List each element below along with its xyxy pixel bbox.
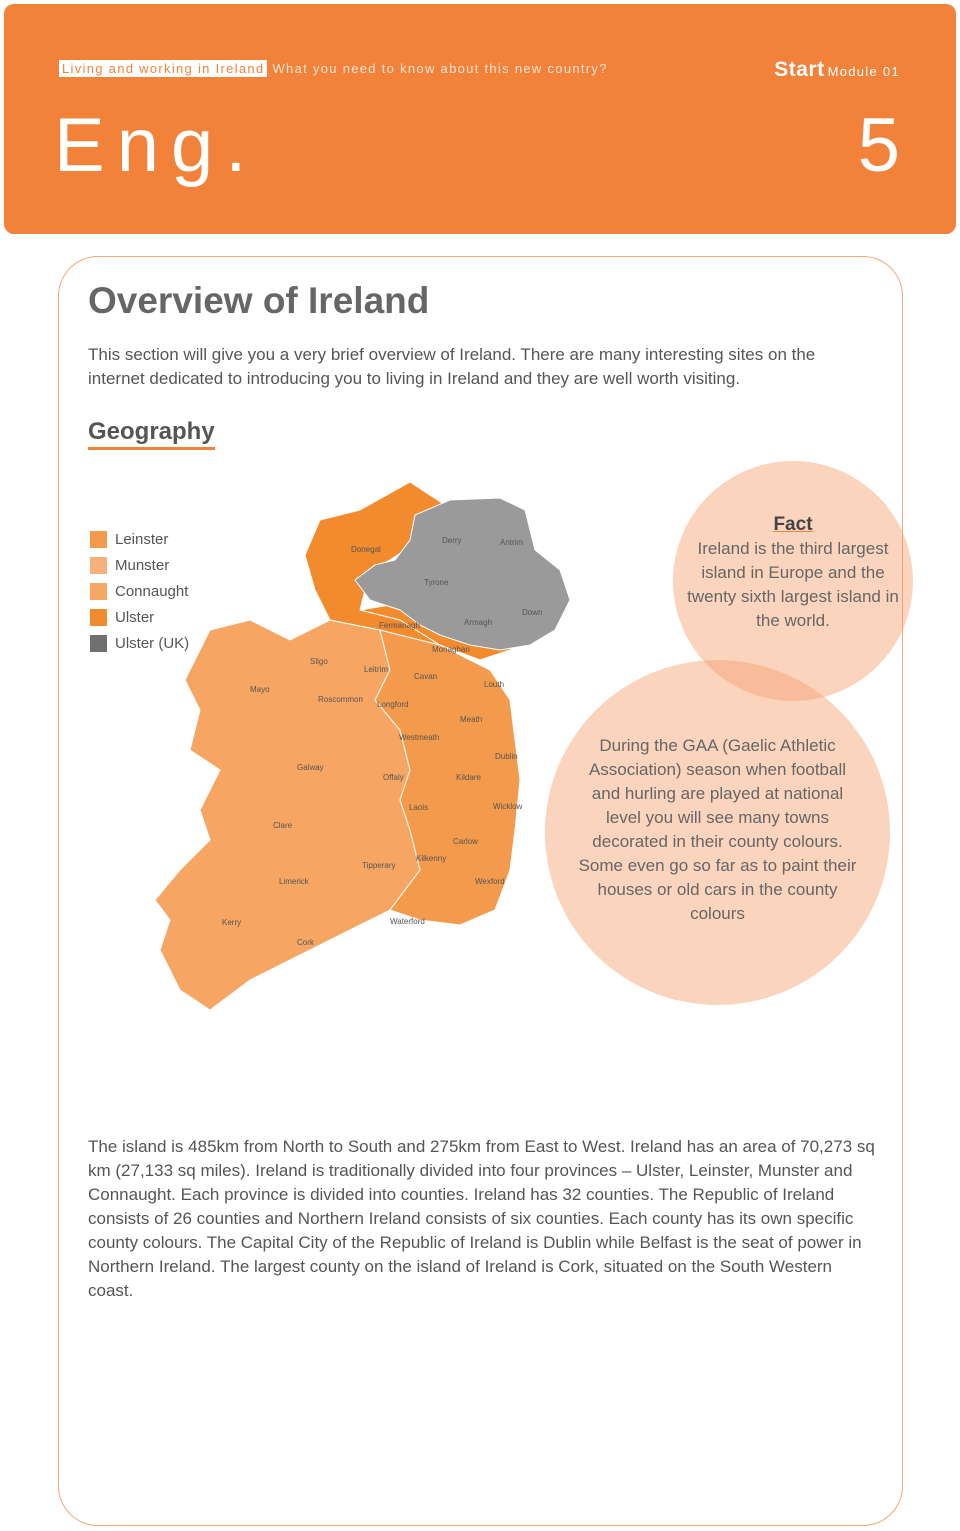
county-label-antrim: Antrim bbox=[500, 538, 524, 547]
county-label-waterford: Waterford bbox=[390, 917, 425, 926]
county-label-cavan: Cavan bbox=[414, 672, 438, 681]
county-label-clare: Clare bbox=[273, 821, 293, 830]
module-number: Module 01 bbox=[827, 64, 900, 79]
county-label-mayo: Mayo bbox=[250, 685, 270, 694]
county-label-roscommon: Roscommon bbox=[318, 695, 363, 704]
fact-text: Ireland is the third largest island in Europe and the twenty sixth largest island in the world. bbox=[687, 539, 899, 630]
county-label-wicklow: Wicklow bbox=[493, 802, 523, 811]
county-label-armagh: Armagh bbox=[464, 618, 493, 627]
header-subtitle: What you need to know about this new country? bbox=[272, 61, 608, 76]
page-number: 5 bbox=[857, 103, 900, 188]
county-label-longford: Longford bbox=[377, 700, 409, 709]
county-label-donegal: Donegal bbox=[351, 545, 381, 554]
county-label-carlow: Carlow bbox=[453, 837, 478, 846]
county-label-meath: Meath bbox=[460, 715, 483, 724]
legend-swatch bbox=[90, 531, 107, 548]
header-tag: Living and working in Ireland bbox=[59, 60, 267, 77]
legend-swatch bbox=[90, 583, 107, 600]
legend-label: Leinster bbox=[115, 530, 169, 548]
county-label-tipperary: Tipperary bbox=[362, 861, 396, 870]
ireland-map bbox=[140, 470, 580, 1030]
intro-paragraph: This section will give you a very brief overview of Ireland. There are many interesting sites on the internet dedicated to introducing you to living in Ireland and they are well worth visiting. bbox=[88, 345, 816, 388]
county-label-westmeath: Westmeath bbox=[399, 733, 440, 742]
legend-label: Ulster (UK) bbox=[115, 634, 190, 652]
header-topline bbox=[59, 60, 608, 77]
legend-label: Munster bbox=[115, 556, 170, 574]
legend-swatch bbox=[90, 557, 107, 574]
county-label-fermanagh: Fermanagh bbox=[379, 621, 420, 630]
language-label: Eng. bbox=[54, 103, 259, 188]
fact-callout bbox=[678, 513, 908, 633]
module-label bbox=[774, 58, 900, 82]
start-label: Start bbox=[774, 58, 825, 81]
county-label-down: Down bbox=[522, 608, 543, 617]
county-label-kilkenny: Kilkenny bbox=[416, 854, 447, 863]
page-header bbox=[4, 4, 956, 234]
county-label-tyrone: Tyrone bbox=[424, 578, 449, 587]
body-paragraph: The island is 485km from North to South and 275km from East to West. Ireland has an area of 70,273 sq km (27,133 sq miles). Ireland is traditionally divided into four provinces – Ulster, Leinster, Munster and Connaught. Each province is divided into counties. Ireland has 32 counties. The Republic of Ireland consists of 26 counties and Northern Ireland consists of six counties. Each county has its own specific county colours. The Capital City of the Republic of Ireland is Dublin while Belfast is the seat of power in Northern Ireland. The largest county on the island of Ireland is Cork, situated on the South Western coast. bbox=[88, 1137, 875, 1300]
gaa-callout: During the GAA (Gaelic Athletic Association) season when football and hurling are played at national level you will see many towns decorated in their county colours. Some even go so far as to paint their houses or old cars in the county colours bbox=[578, 736, 857, 923]
county-label-cork: Cork bbox=[297, 938, 314, 947]
legend-label: Connaught bbox=[115, 582, 189, 600]
county-label-louth: Louth bbox=[484, 680, 505, 689]
county-label-sligo: Sligo bbox=[310, 657, 328, 666]
legend-swatch bbox=[90, 635, 107, 652]
legend-label: Ulster bbox=[115, 608, 155, 626]
county-label-dublin: Dublin bbox=[495, 752, 518, 761]
county-label-derry: Derry bbox=[442, 536, 462, 545]
map-south-west bbox=[155, 620, 420, 1010]
legend-swatch bbox=[90, 609, 107, 626]
county-label-galway: Galway bbox=[297, 763, 324, 772]
county-label-kildare: Kildare bbox=[456, 773, 481, 782]
fact-title: Fact bbox=[773, 514, 813, 535]
county-label-offaly: Offaly bbox=[383, 773, 404, 782]
county-label-wexford: Wexford bbox=[475, 877, 505, 886]
county-label-laois: Laois bbox=[409, 803, 429, 812]
county-label-kerry: Kerry bbox=[222, 918, 242, 927]
county-label-leitrim: Leitrim bbox=[364, 665, 389, 674]
geography-heading: Geography bbox=[88, 418, 215, 450]
page-title: Overview of Ireland bbox=[88, 280, 430, 321]
county-label-monaghan: Monaghan bbox=[432, 645, 470, 654]
county-label-limerick: Limerick bbox=[279, 877, 309, 886]
